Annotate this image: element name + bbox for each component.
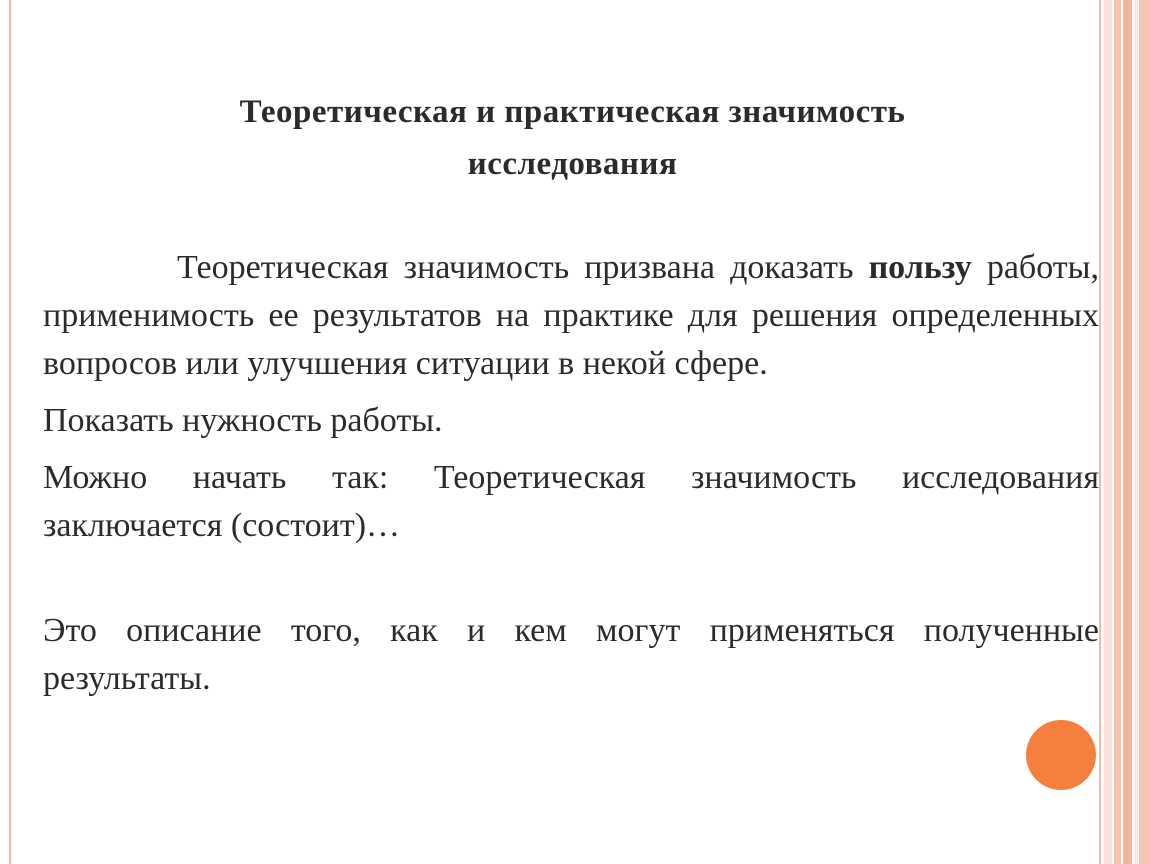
bold-word: пользу [868,249,972,286]
paragraph-text: работы, применимость ее результатов на практике для решения определенных вопросов или улучшения ситуации в некой сфере. [43,249,1099,382]
paragraph-show-necessity: Показать нужность работы. [43,402,443,439]
slide-title-line-1: Теоретическая и практическая значимость [239,94,906,130]
stripe [1114,0,1121,864]
accent-circle [1026,720,1096,790]
stripe [1139,0,1150,864]
slide-body [43,244,1099,703]
slide-title [90,86,1055,190]
stripe [1134,0,1138,864]
stripe [1123,0,1132,864]
decorative-side-stripes [1104,0,1150,864]
paragraph-how-to-start: Можно начать так: Теоретическая значимость исследования заключается (состоит)… [43,459,1099,544]
slide-title-line-2: исследования [467,146,678,182]
paragraph-theoretical-significance [43,244,1099,388]
stripe [1104,0,1112,864]
paragraph-text: Теоретическая значимость призвана доказать [177,249,869,286]
paragraph-description: Это описание того, как и кем могут применяться полученные результаты. [43,612,1099,697]
